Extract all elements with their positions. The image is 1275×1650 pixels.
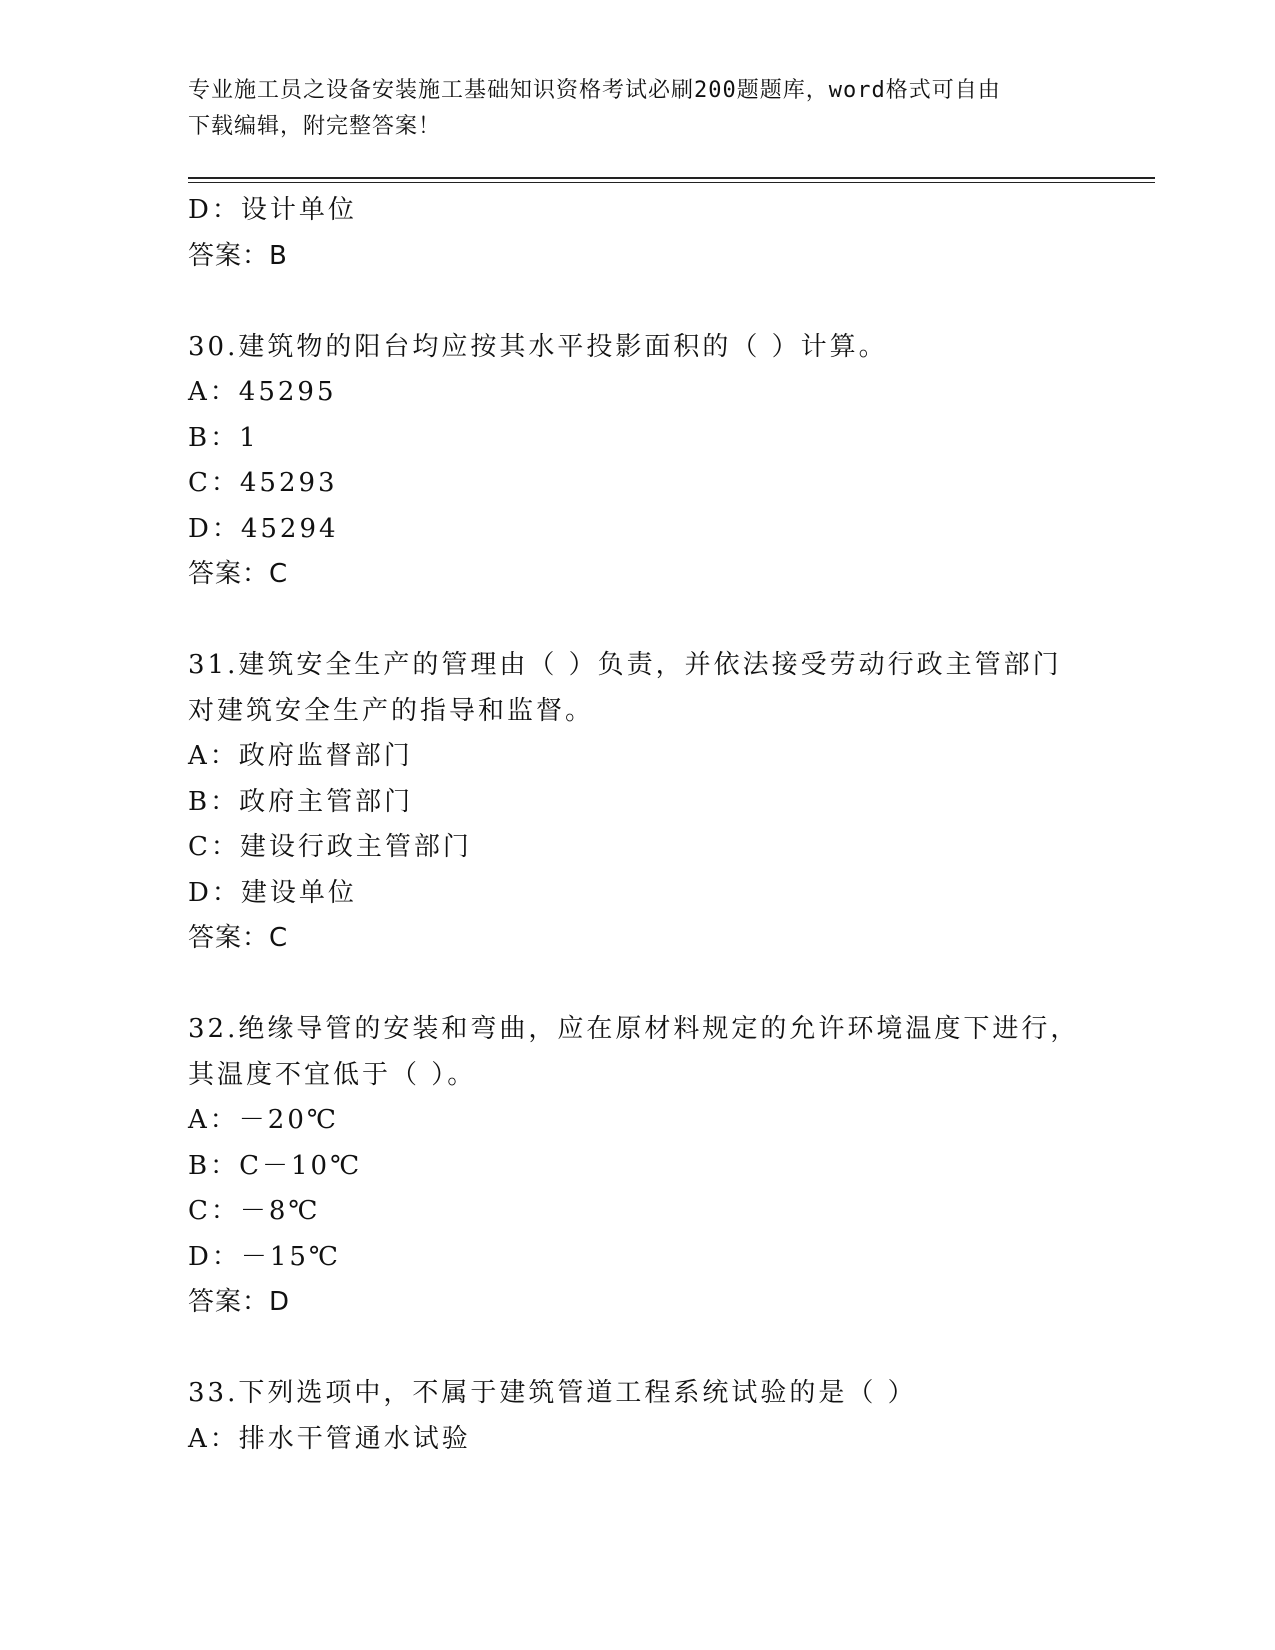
document-header [188, 73, 1088, 145]
option-d: D：－15℃ [188, 1241, 342, 1272]
answer: 答案：C [188, 923, 289, 953]
option-d: D：45294 [188, 513, 339, 544]
option-a: A：45295 [188, 377, 337, 407]
question-text: 30.建筑物的阳台均应按其水平投影面积的（ ）计算。 [188, 331, 888, 362]
question-30 [188, 325, 1088, 598]
option-a: A：－20℃ [188, 1105, 339, 1135]
header-line-2: 下载编辑，附完整答案！ [188, 114, 442, 139]
option-b: B：C－10℃ [188, 1150, 363, 1181]
question-text: 32.绝缘导管的安装和弯曲，应在原材料规定的允许环境温度下进行， [188, 1014, 1080, 1044]
question-text: 33.下列选项中，不属于建筑管道工程系统试验的是（ ） [188, 1378, 917, 1408]
header-divider-thick [188, 177, 1155, 179]
option-c: C：－8℃ [188, 1196, 321, 1226]
option-a: A：政府监督部门 [188, 741, 413, 771]
question-text-continued: 其温度不宜低于（ ）。 [188, 1059, 477, 1090]
option-d: D：建设单位 [188, 877, 357, 908]
answer: 答案：B [188, 240, 288, 271]
question-text-continued: 对建筑安全生产的指导和监督。 [188, 695, 595, 726]
header-divider-thin [188, 182, 1155, 183]
header-line-1: 专业施工员之设备安装施工基础知识资格考试必刷200题题库，word格式可自由 [188, 78, 1001, 103]
question-31 [188, 643, 1088, 962]
option-b: B：政府主管部门 [188, 786, 414, 817]
option-a: A：排水干管通水试验 [188, 1423, 471, 1454]
question-list [188, 188, 1088, 1462]
option-d: D：设计单位 [188, 195, 357, 225]
spacer [188, 279, 1088, 325]
option-b: B：1 [188, 422, 259, 453]
spacer [188, 1326, 1088, 1372]
question-29-tail [188, 188, 1088, 279]
spacer [188, 962, 1088, 1008]
option-c: C：建设行政主管部门 [188, 832, 472, 862]
question-text: 31.建筑安全生产的管理由（ ）负责，并依法接受劳动行政主管部门 [188, 650, 1062, 680]
option-c: C：45293 [188, 468, 338, 498]
question-33 [188, 1371, 1088, 1462]
answer: 答案：D [188, 1287, 291, 1317]
question-32 [188, 1007, 1088, 1326]
spacer [188, 598, 1088, 644]
answer: 答案：C [188, 559, 289, 589]
